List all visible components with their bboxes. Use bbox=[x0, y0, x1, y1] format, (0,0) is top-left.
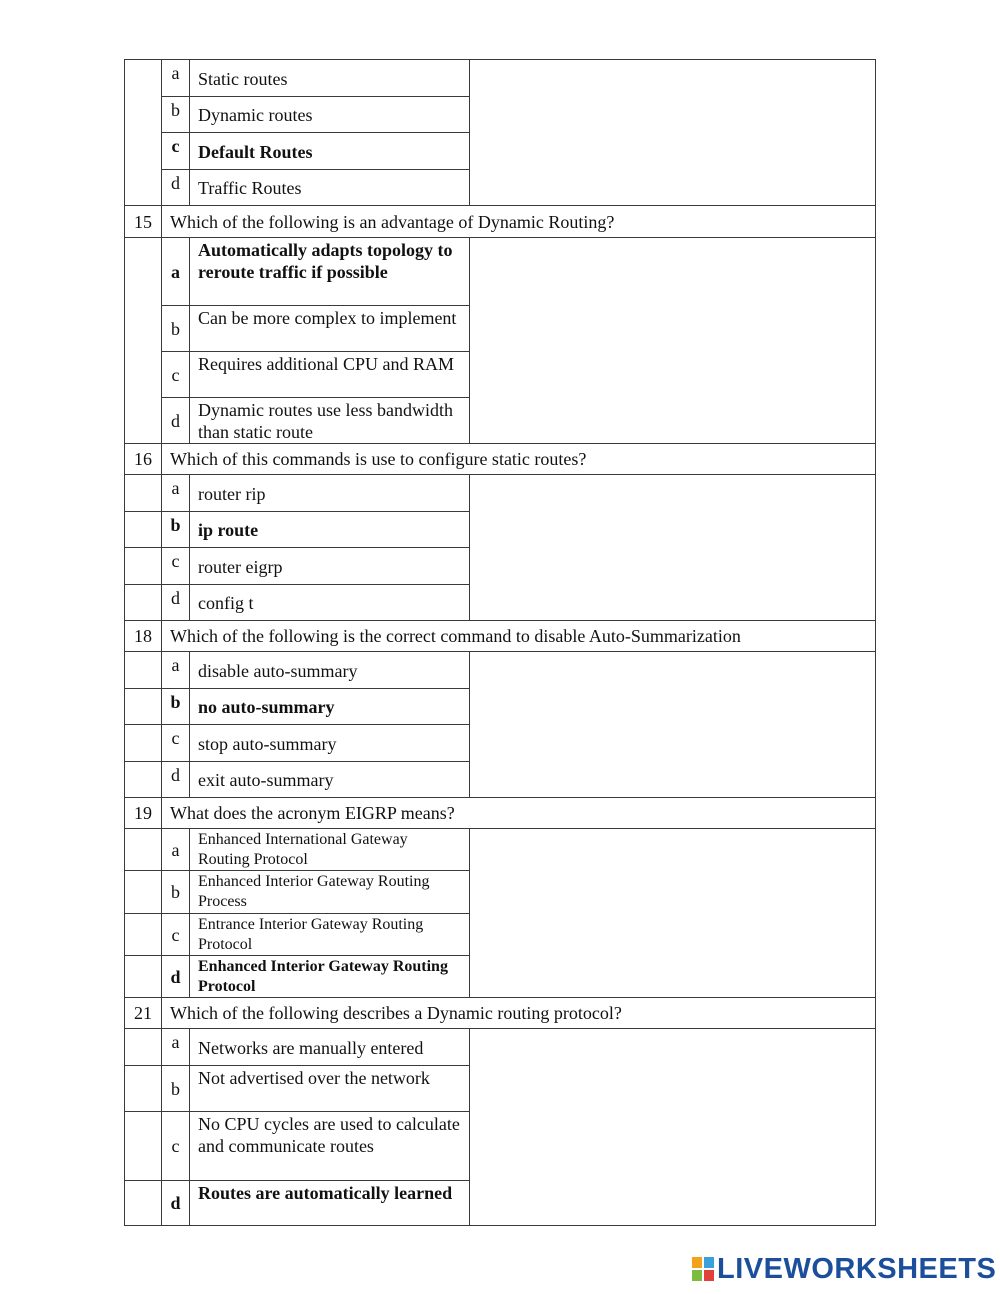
question-number-cell bbox=[125, 60, 162, 206]
option-letter: d bbox=[162, 398, 190, 444]
option-letter: d bbox=[162, 956, 190, 998]
question-text: Which of this commands is use to configure static routes? bbox=[162, 444, 876, 475]
option-text[interactable]: stop auto-summary bbox=[190, 725, 470, 762]
answer-area bbox=[470, 652, 876, 798]
option-letter: d bbox=[162, 170, 190, 206]
question-number-cell bbox=[125, 1112, 162, 1181]
question-number: 16 bbox=[125, 444, 162, 475]
question-number-cell bbox=[125, 238, 162, 444]
option-letter: a bbox=[162, 475, 190, 512]
option-text[interactable]: Static routes bbox=[190, 60, 470, 97]
option-text[interactable]: Dynamic routes bbox=[190, 97, 470, 133]
question-text: Which of the following describes a Dynamic routing protocol? bbox=[162, 998, 876, 1029]
question-number-cell bbox=[125, 548, 162, 585]
option-text[interactable]: Requires additional CPU and RAM bbox=[190, 352, 470, 398]
question-number-cell bbox=[125, 1181, 162, 1226]
option-row bbox=[125, 652, 876, 689]
question-number-cell bbox=[125, 585, 162, 621]
option-letter: b bbox=[162, 512, 190, 548]
answer-area bbox=[470, 60, 876, 206]
option-letter: c bbox=[162, 725, 190, 762]
option-text[interactable]: router rip bbox=[190, 475, 470, 512]
option-letter: d bbox=[162, 585, 190, 621]
question-number-cell bbox=[125, 1029, 162, 1066]
liveworksheets-logo[interactable] bbox=[692, 1254, 996, 1284]
question-number: 19 bbox=[125, 798, 162, 829]
question-number-cell bbox=[125, 512, 162, 548]
worksheet-table bbox=[124, 59, 876, 1226]
option-letter: d bbox=[162, 1181, 190, 1226]
option-text[interactable]: No CPU cycles are used to calculate and communicate routes bbox=[190, 1112, 470, 1181]
option-text[interactable]: Dynamic routes use less bandwidth than static route bbox=[190, 398, 470, 444]
option-letter: c bbox=[162, 914, 190, 956]
option-letter: a bbox=[162, 1029, 190, 1066]
question-number-cell bbox=[125, 914, 162, 956]
option-letter: b bbox=[162, 1066, 190, 1112]
option-text[interactable]: Enhanced Interior Gateway Routing Process bbox=[190, 871, 470, 914]
option-text-correct[interactable]: Enhanced Interior Gateway Routing Protocol bbox=[190, 956, 470, 998]
question-text: Which of the following is an advantage of Dynamic Routing? bbox=[162, 206, 876, 238]
option-letter: c bbox=[162, 133, 190, 170]
question-text: Which of the following is the correct command to disable Auto-Summarization bbox=[162, 621, 876, 652]
question-number: 18 bbox=[125, 621, 162, 652]
question-text: What does the acronym EIGRP means? bbox=[162, 798, 876, 829]
option-letter: b bbox=[162, 871, 190, 914]
liveworksheets-logo-icon bbox=[692, 1257, 714, 1281]
question-number-cell bbox=[125, 829, 162, 871]
option-letter: a bbox=[162, 652, 190, 689]
option-letter: c bbox=[162, 1112, 190, 1181]
option-letter: c bbox=[162, 548, 190, 585]
option-text-correct[interactable]: Default Routes bbox=[190, 133, 470, 170]
question-number: 15 bbox=[125, 206, 162, 238]
option-text-correct[interactable]: Automatically adapts topology to reroute traffic if possible bbox=[190, 238, 470, 306]
worksheet-table-container bbox=[124, 59, 876, 1226]
option-text[interactable]: Traffic Routes bbox=[190, 170, 470, 206]
question-row bbox=[125, 798, 876, 829]
option-row bbox=[125, 829, 876, 871]
option-text[interactable]: config t bbox=[190, 585, 470, 621]
question-number-cell bbox=[125, 956, 162, 998]
option-text[interactable]: Enhanced International Gateway Routing Protocol bbox=[190, 829, 470, 871]
question-number-cell bbox=[125, 1066, 162, 1112]
option-row bbox=[125, 1029, 876, 1066]
option-text-correct[interactable]: ip route bbox=[190, 512, 470, 548]
option-text[interactable]: Networks are manually entered bbox=[190, 1029, 470, 1066]
question-row bbox=[125, 206, 876, 238]
option-letter: a bbox=[162, 238, 190, 306]
option-text[interactable]: Can be more complex to implement bbox=[190, 306, 470, 352]
question-row bbox=[125, 444, 876, 475]
question-number-cell bbox=[125, 689, 162, 725]
answer-area bbox=[470, 238, 876, 444]
answer-area bbox=[470, 829, 876, 998]
option-text[interactable]: exit auto-summary bbox=[190, 762, 470, 798]
option-letter: a bbox=[162, 829, 190, 871]
question-number-cell bbox=[125, 725, 162, 762]
question-row bbox=[125, 621, 876, 652]
option-text-correct[interactable]: no auto-summary bbox=[190, 689, 470, 725]
question-number-cell bbox=[125, 652, 162, 689]
option-text[interactable]: Not advertised over the network bbox=[190, 1066, 470, 1112]
option-text[interactable]: router eigrp bbox=[190, 548, 470, 585]
option-letter: b bbox=[162, 97, 190, 133]
option-text-correct[interactable]: Routes are automatically learned bbox=[190, 1181, 470, 1226]
option-letter: b bbox=[162, 689, 190, 725]
question-number: 21 bbox=[125, 998, 162, 1029]
question-row bbox=[125, 998, 876, 1029]
option-row bbox=[125, 238, 876, 306]
option-letter: b bbox=[162, 306, 190, 352]
question-number-cell bbox=[125, 475, 162, 512]
question-number-cell bbox=[125, 871, 162, 914]
option-text[interactable]: Entrance Interior Gateway Routing Protocol bbox=[190, 914, 470, 956]
option-letter: c bbox=[162, 352, 190, 398]
answer-area bbox=[470, 1029, 876, 1226]
option-row bbox=[125, 475, 876, 512]
option-letter: a bbox=[162, 60, 190, 97]
option-row bbox=[125, 60, 876, 97]
answer-area bbox=[470, 475, 876, 621]
option-letter: d bbox=[162, 762, 190, 798]
logo-text: LIVEWORKSHEETS bbox=[717, 1252, 997, 1285]
option-text[interactable]: disable auto-summary bbox=[190, 652, 470, 689]
question-number-cell bbox=[125, 762, 162, 798]
